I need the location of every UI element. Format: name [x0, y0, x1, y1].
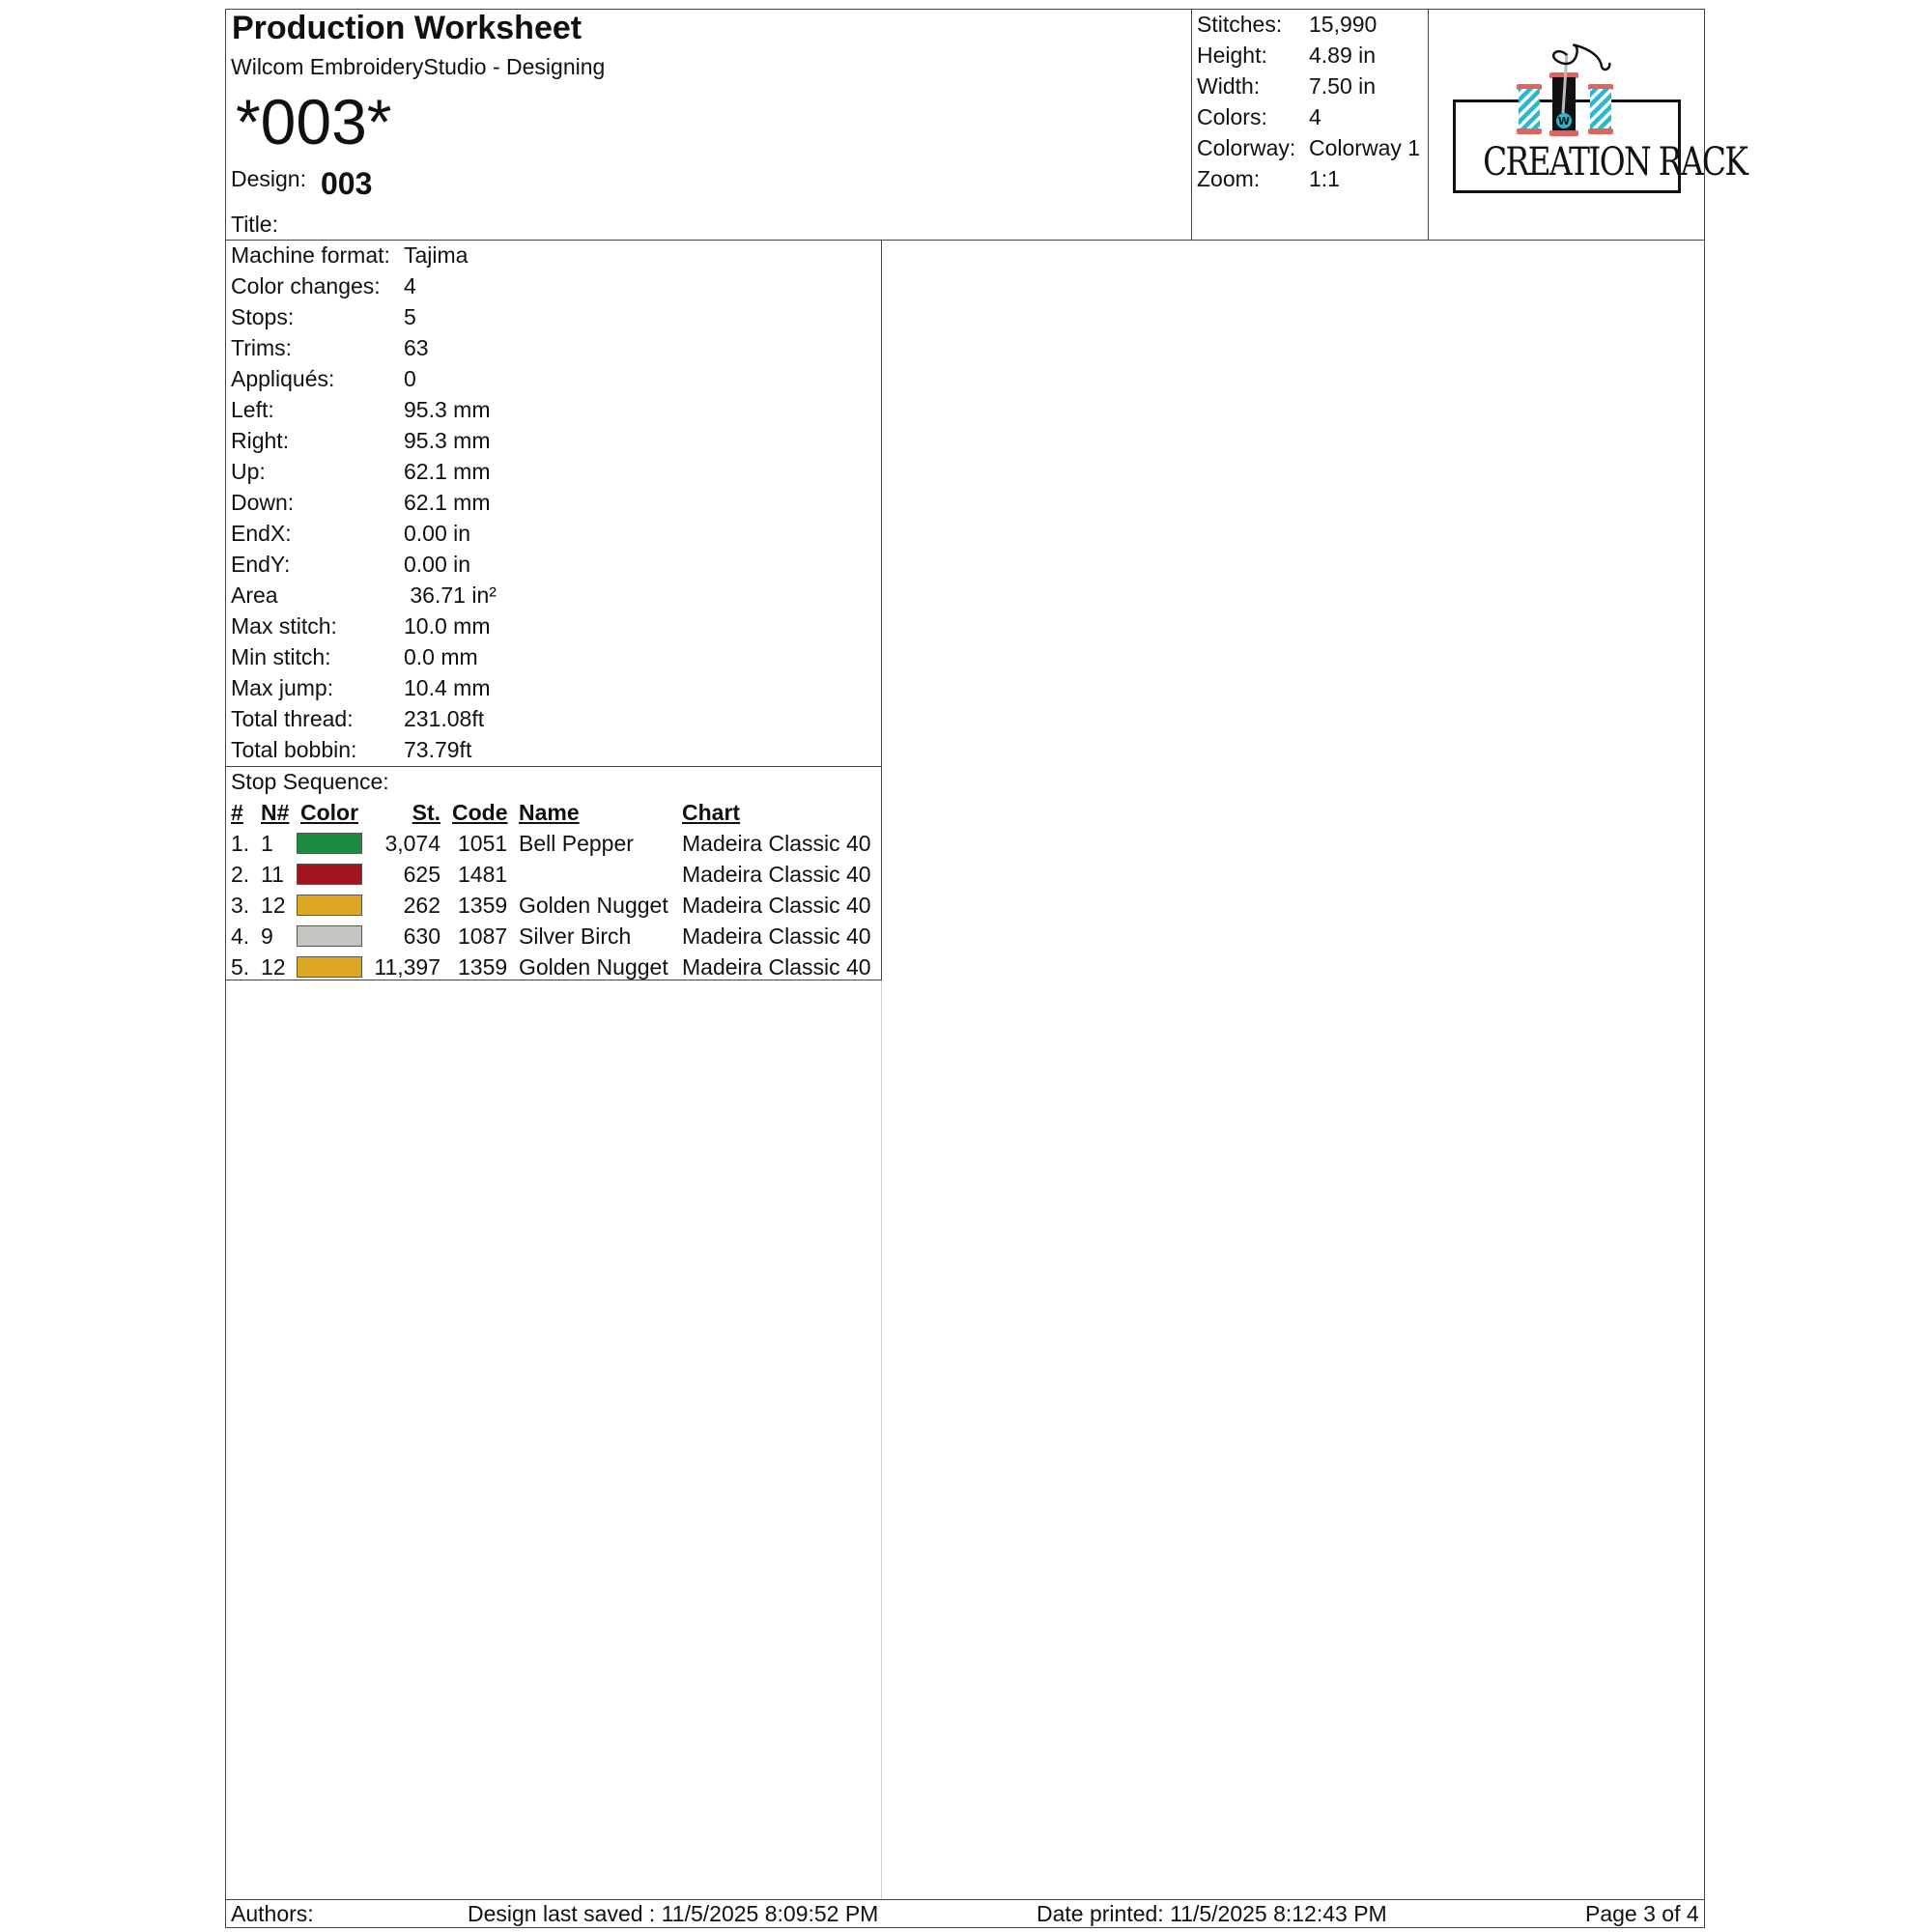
height-value: 4.89 in: [1309, 43, 1377, 68]
detail-label: Right:: [231, 428, 290, 453]
detail-label: Down:: [231, 490, 295, 515]
stitches-label: Stitches:: [1197, 12, 1283, 37]
detail-label: Max jump:: [231, 675, 334, 700]
row-needle: 11: [261, 862, 284, 887]
detail-value: 63: [404, 335, 429, 360]
row-chart: Madeira Classic 40: [682, 954, 871, 980]
row-stitches: 3,074: [384, 831, 440, 856]
thread-color-swatch: [297, 895, 362, 916]
detail-label: Max stitch:: [231, 613, 337, 639]
row-code: 1481: [458, 862, 508, 887]
width-label: Width:: [1197, 73, 1261, 99]
thread-spools-icon: [1507, 43, 1633, 140]
col-header-needle: N#: [261, 800, 290, 825]
row-needle: 12: [261, 893, 286, 918]
colorway-value: Colorway 1: [1309, 135, 1421, 160]
row-chart: Madeira Classic 40: [682, 831, 871, 856]
col-header-chart: Chart: [682, 800, 741, 825]
row-code: 1359: [458, 893, 508, 918]
footer-divider: [225, 1899, 1705, 1900]
detail-value: 5: [404, 304, 416, 329]
colors-label: Colors:: [1197, 104, 1267, 129]
row-index: 1.: [231, 831, 250, 856]
thread-color-swatch: [297, 833, 362, 854]
detail-label: Up:: [231, 459, 266, 484]
stop-sequence-divider: [225, 766, 882, 767]
details-divider: [881, 240, 882, 980]
detail-label: Color changes:: [231, 273, 381, 298]
detail-value: 62.1 mm: [404, 490, 491, 515]
stop-sequence-title: Stop Sequence:: [231, 769, 389, 794]
row-code: 1051: [458, 831, 508, 856]
detail-value: 95.3 mm: [404, 428, 491, 453]
footer-page-number: Page 3 of 4: [1585, 1901, 1699, 1926]
detail-label: Total bobbin:: [231, 737, 357, 762]
footer-date-printed: Date printed: 11/5/2025 8:12:43 PM: [1037, 1901, 1387, 1926]
detail-label: Left:: [231, 397, 274, 422]
logo-badge: W: [1557, 115, 1571, 128]
page-title: Production Worksheet: [232, 10, 582, 46]
row-index: 3.: [231, 893, 250, 918]
summary-divider: [1191, 9, 1192, 241]
detail-value: 231.08ft: [404, 706, 485, 731]
row-code: 1359: [458, 954, 508, 980]
detail-label: EndX:: [231, 521, 292, 546]
row-thread-name: Golden Nugget: [519, 954, 668, 980]
col-header-stitches: St.: [412, 800, 440, 825]
detail-label: Appliqués:: [231, 366, 335, 391]
detail-value: Tajima: [404, 242, 469, 268]
detail-value: 0.00 in: [404, 521, 471, 546]
row-stitches: 630: [403, 923, 440, 949]
footer-last-saved: Design last saved : 11/5/2025 8:09:52 PM: [468, 1901, 879, 1926]
thread-color-swatch: [297, 925, 362, 947]
detail-label: Machine format:: [231, 242, 390, 268]
detail-value: 36.71 in²: [404, 582, 497, 608]
design-label: Design:: [231, 166, 306, 191]
worksheet-page: [225, 9, 1747, 1928]
detail-value: 0: [404, 366, 416, 391]
row-thread-name: Golden Nugget: [519, 893, 668, 918]
logo-divider: [1428, 9, 1429, 241]
col-header-code: Code: [452, 800, 508, 825]
row-needle: 12: [261, 954, 286, 980]
detail-value: 73.79ft: [404, 737, 472, 762]
col-header-index: #: [231, 800, 243, 825]
colors-value: 4: [1309, 104, 1321, 129]
detail-label: EndY:: [231, 552, 291, 577]
barcode-text: *003*: [236, 86, 392, 157]
detail-value: 0.0 mm: [404, 644, 478, 669]
row-index: 4.: [231, 923, 250, 949]
row-chart: Madeira Classic 40: [682, 893, 871, 918]
detail-label: Stops:: [231, 304, 295, 329]
stitches-value: 15,990: [1309, 12, 1378, 37]
detail-value: 10.4 mm: [404, 675, 491, 700]
logo-text: CREATION RACK: [1483, 140, 1747, 185]
zoom-label: Zoom:: [1197, 166, 1261, 191]
footer-authors: Authors:: [231, 1901, 314, 1926]
row-thread-name: Bell Pepper: [519, 831, 634, 856]
header-divider: [225, 240, 1705, 241]
colorway-label: Colorway:: [1197, 135, 1296, 160]
row-index: 5.: [231, 954, 250, 980]
row-stitches: 625: [403, 862, 440, 887]
row-chart: Madeira Classic 40: [682, 862, 871, 887]
software-name: Wilcom EmbroideryStudio - Designing: [231, 54, 606, 79]
detail-label: Min stitch:: [231, 644, 331, 669]
width-value: 7.50 in: [1309, 73, 1377, 99]
detail-label: Area: [231, 582, 278, 608]
detail-value: 4: [404, 273, 416, 298]
design-value: 003: [321, 166, 373, 201]
detail-value: 95.3 mm: [404, 397, 491, 422]
col-header-color: Color: [300, 800, 359, 825]
detail-label: Total thread:: [231, 706, 354, 731]
row-stitches: 262: [403, 893, 440, 918]
col-header-name: Name: [519, 800, 580, 825]
zoom-value: 1:1: [1309, 166, 1340, 191]
row-stitches: 11,397: [374, 954, 440, 980]
row-chart: Madeira Classic 40: [682, 923, 871, 949]
thread-color-swatch: [297, 956, 362, 978]
detail-value: 0.00 in: [404, 552, 471, 577]
row-needle: 1: [261, 831, 273, 856]
body-divider: [881, 980, 882, 1899]
title-label: Title:: [231, 212, 278, 237]
detail-value: 10.0 mm: [404, 613, 491, 639]
row-index: 2.: [231, 862, 250, 887]
thread-color-swatch: [297, 864, 362, 885]
detail-value: 62.1 mm: [404, 459, 491, 484]
height-label: Height:: [1197, 43, 1267, 68]
row-thread-name: Silver Birch: [519, 923, 632, 949]
row-needle: 9: [261, 923, 273, 949]
detail-label: Trims:: [231, 335, 293, 360]
row-code: 1087: [458, 923, 508, 949]
